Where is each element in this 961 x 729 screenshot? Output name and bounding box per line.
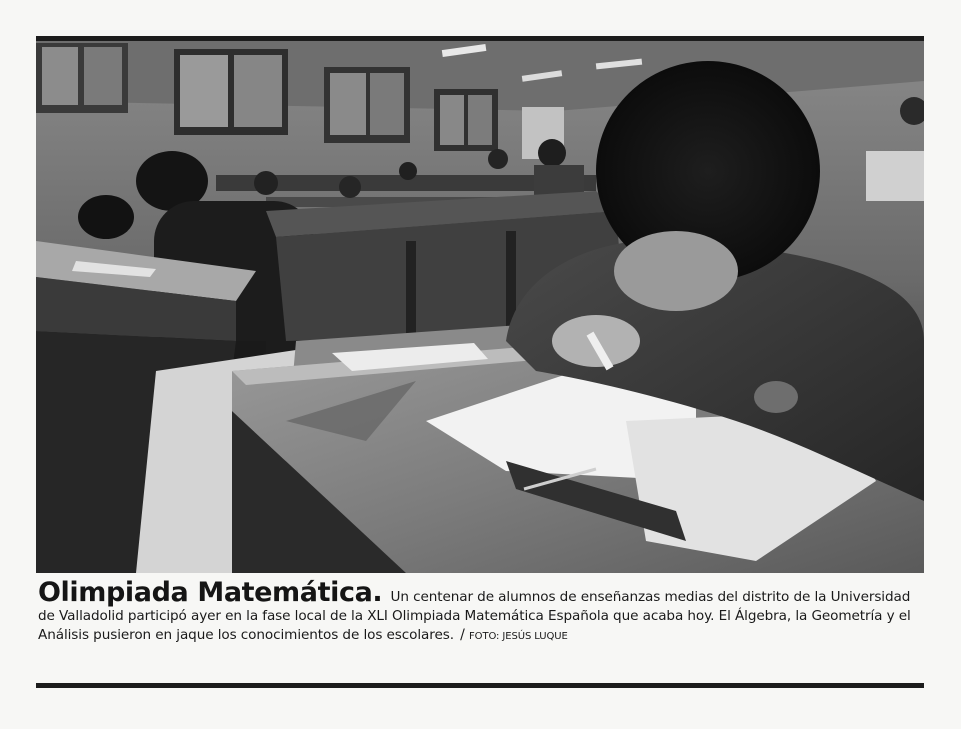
caption-body: Un centenar de alumnos de enseñanzas medias del distrito de la Universidad de Valladolid participó ayer en la fase local de la XLI Olimpiada Matemática Española que acaba hoy. El Álgebra, la Geometría y el Análisis pusieron en jaque los conocimientos de los escolares. <box>38 589 911 643</box>
bottom-rule <box>36 683 924 688</box>
caption-separator: / <box>460 627 465 643</box>
news-photo <box>36 36 924 573</box>
exam-hall-photo <box>36 41 924 573</box>
caption-headline: Olimpiada Matemática. <box>38 577 383 608</box>
wristwatch <box>754 381 798 413</box>
photo-credit: FOTO: JESÚS LUQUE <box>469 631 568 642</box>
photo-caption <box>38 577 928 646</box>
